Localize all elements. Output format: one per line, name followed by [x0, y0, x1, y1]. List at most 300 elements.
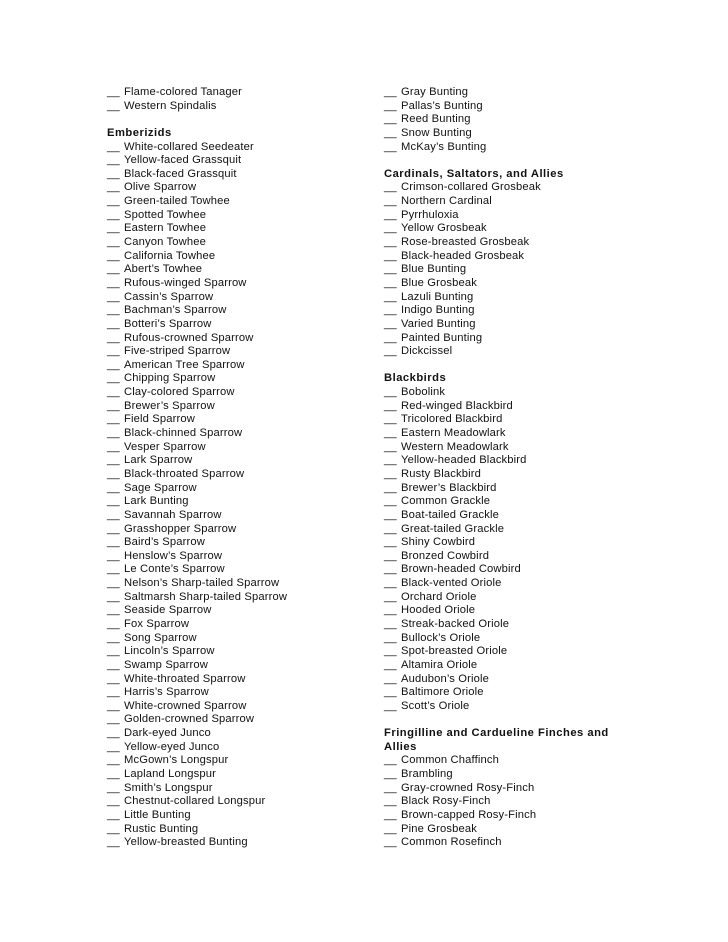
species-name: Red-winged Blackbird	[401, 399, 513, 412]
checklist-item-california-towhee	[107, 250, 367, 264]
checklist-item-mcgowns-longspur	[107, 754, 367, 768]
check-blank: __	[107, 658, 120, 671]
check-blank: __	[107, 331, 120, 344]
checklist-item-rose-breasted-grosbeak	[384, 236, 624, 250]
checklist-item-brown-capped-rosy-finch	[384, 809, 624, 823]
checklist-item-rusty-blackbird	[384, 468, 624, 482]
checklist-item-bachmans-sparrow	[107, 304, 367, 318]
checklist-item-black-vented-oriole	[384, 577, 624, 591]
check-blank: __	[107, 495, 120, 508]
species-name: Boat-tailed Grackle	[401, 508, 499, 521]
check-blank: __	[107, 413, 120, 426]
checklist-item-golden-crowned-sparrow	[107, 713, 367, 727]
checklist-item-reed-bunting	[384, 113, 624, 127]
species-name: Field Sparrow	[124, 413, 195, 426]
species-name: Harris’s Sparrow	[124, 686, 209, 699]
checklist-item-tricolored-blackbird	[384, 413, 624, 427]
checklist-item-rufous-crowned-sparrow	[107, 332, 367, 346]
species-name: Common Grackle	[401, 495, 491, 508]
check-blank: __	[384, 549, 397, 562]
species-name: Botteri’s Sparrow	[124, 317, 212, 330]
species-name: Bachman’s Sparrow	[124, 304, 227, 317]
left-column	[107, 86, 367, 850]
check-blank: __	[107, 195, 120, 208]
check-blank: __	[384, 686, 397, 699]
check-blank: __	[384, 99, 397, 112]
check-blank: __	[384, 481, 397, 494]
checklist-item-altamira-oriole	[384, 659, 624, 673]
species-name: Bronzed Cowbird	[401, 549, 490, 562]
check-blank: __	[107, 440, 120, 453]
species-name: Rusty Blackbird	[401, 467, 481, 480]
check-blank: __	[107, 536, 120, 549]
species-name: Olive Sparrow	[124, 181, 197, 194]
check-blank: __	[384, 577, 397, 590]
check-blank: __	[107, 399, 120, 412]
checklist-item-dickcissel	[384, 345, 624, 359]
check-blank: __	[107, 372, 120, 385]
species-name: Indigo Bunting	[401, 304, 475, 317]
species-name: Lazuli Bunting	[401, 290, 474, 303]
check-blank: __	[384, 590, 397, 603]
species-name: Sage Sparrow	[124, 481, 197, 494]
species-name: Dark-eyed Junco	[124, 727, 211, 740]
checklist-item-fox-sparrow	[107, 618, 367, 632]
check-blank: __	[384, 768, 397, 781]
check-blank: __	[107, 781, 120, 794]
check-blank: __	[384, 195, 397, 208]
checklist-item-grasshopper-sparrow	[107, 523, 367, 537]
checklist-item-indigo-bunting	[384, 304, 624, 318]
checklist-item-nelsons-sharp-tailed-sparrow	[107, 577, 367, 591]
species-name: Bobolink	[401, 386, 446, 399]
checklist-item-painted-bunting	[384, 332, 624, 346]
species-name: Black-chinned Sparrow	[124, 427, 243, 440]
check-blank: __	[107, 140, 120, 153]
checklist-item-baltimore-oriole	[384, 686, 624, 700]
check-blank: __	[107, 577, 120, 590]
checklist-item-brewers-sparrow	[107, 400, 367, 414]
species-name: White-throated Sparrow	[124, 672, 246, 685]
check-blank: __	[384, 699, 397, 712]
check-blank: __	[107, 768, 120, 781]
check-blank: __	[107, 290, 120, 303]
checklist-item-white-crowned-sparrow	[107, 700, 367, 714]
checklist-item-rufous-winged-sparrow	[107, 277, 367, 291]
check-blank: __	[384, 331, 397, 344]
species-name: Rose-breasted Grosbeak	[401, 236, 530, 249]
checklist-item-gray-crowned-rosy-finch	[384, 782, 624, 796]
check-blank: __	[107, 86, 120, 98]
checklist-item-chipping-sparrow	[107, 372, 367, 386]
species-name: American Tree Sparrow	[124, 358, 245, 371]
check-blank: __	[107, 167, 120, 180]
check-blank: __	[107, 590, 120, 603]
species-name: McKay’s Bunting	[401, 140, 487, 153]
checklist-item-gray-bunting	[384, 86, 624, 100]
species-name: Hooded Oriole	[401, 604, 476, 617]
check-blank: __	[107, 276, 120, 289]
species-name: Yellow-eyed Junco	[124, 740, 220, 753]
checklist-item-smiths-longspur	[107, 782, 367, 796]
check-blank: __	[107, 386, 120, 399]
species-name: Reed Bunting	[401, 113, 471, 126]
checklist-item-flame-colored-tanager	[107, 86, 367, 100]
section-heading: Emberizids	[107, 126, 172, 139]
checklist-item-streak-backed-oriole	[384, 618, 624, 632]
section-heading: Blackbirds	[384, 372, 447, 385]
checklist-item-brown-headed-cowbird	[384, 563, 624, 577]
check-blank: __	[107, 549, 120, 562]
checklist-item-clay-colored-sparrow	[107, 386, 367, 400]
check-blank: __	[384, 113, 397, 126]
check-blank: __	[107, 345, 120, 358]
checklist-item-harriss-sparrow	[107, 686, 367, 700]
checklist-item-lapland-longspur	[107, 768, 367, 782]
species-name: Black Rosy-Finch	[401, 795, 491, 808]
check-blank: __	[107, 222, 120, 235]
check-blank: __	[107, 727, 120, 740]
species-name: Shiny Cowbird	[401, 536, 476, 549]
check-blank: __	[107, 617, 120, 630]
checklist-item-lazuli-bunting	[384, 291, 624, 305]
species-name: Spot-breasted Oriole	[401, 645, 508, 658]
check-blank: __	[384, 304, 397, 317]
check-blank: __	[107, 236, 120, 249]
species-name: Canyon Towhee	[124, 236, 206, 249]
species-name: Little Bunting	[124, 808, 191, 821]
species-name: Eastern Towhee	[124, 222, 207, 235]
check-blank: __	[107, 263, 120, 276]
checklist-item-varied-bunting	[384, 318, 624, 332]
checklist-item-seaside-sparrow	[107, 604, 367, 618]
species-name: Gray Bunting	[401, 86, 469, 98]
checklist-item-yellow-faced-grassquit	[107, 154, 367, 168]
species-name: Brambling	[401, 768, 453, 781]
check-blank: __	[107, 795, 120, 808]
species-name: Yellow-faced Grassquit	[124, 154, 242, 167]
species-name: Spotted Towhee	[124, 208, 207, 221]
species-name: Lincoln’s Sparrow	[124, 645, 215, 658]
check-blank: __	[384, 208, 397, 221]
species-name: Vesper Sparrow	[124, 440, 206, 453]
check-blank: __	[384, 822, 397, 835]
species-name: Le Conte’s Sparrow	[124, 563, 225, 576]
checklist-item-black-rosy-finch	[384, 795, 624, 809]
check-blank: __	[384, 290, 397, 303]
checklist-item-red-winged-blackbird	[384, 400, 624, 414]
check-blank: __	[107, 154, 120, 167]
checklist-item-bronzed-cowbird	[384, 550, 624, 564]
check-blank: __	[384, 413, 397, 426]
species-name: Pyrrhuloxia	[401, 208, 459, 221]
check-blank: __	[384, 645, 397, 658]
species-name: Baltimore Oriole	[401, 686, 484, 699]
species-name: Golden-crowned Sparrow	[124, 713, 255, 726]
checklist-item-audubons-oriole	[384, 673, 624, 687]
species-name: White-crowned Sparrow	[124, 699, 247, 712]
species-name: Common Chaffinch	[401, 754, 499, 767]
species-name: Orchard Oriole	[401, 590, 477, 603]
species-name: Flame-colored Tanager	[124, 86, 242, 98]
check-blank: __	[107, 358, 120, 371]
checklist-item-cassins-sparrow	[107, 291, 367, 305]
species-name: Fox Sparrow	[124, 617, 190, 630]
check-blank: __	[384, 440, 397, 453]
species-name: Gray-crowned Rosy-Finch	[401, 781, 535, 794]
species-name: Henslow’s Sparrow	[124, 549, 223, 562]
check-blank: __	[107, 713, 120, 726]
check-blank: __	[384, 836, 397, 849]
checklist-item-spot-breasted-oriole	[384, 645, 624, 659]
check-blank: __	[107, 467, 120, 480]
checklist-item-field-sparrow	[107, 413, 367, 427]
checklist-item-black-chinned-sparrow	[107, 427, 367, 441]
checklist-item-olive-sparrow	[107, 181, 367, 195]
checklist-item-bobolink	[384, 386, 624, 400]
check-blank: __	[384, 249, 397, 262]
species-name: Dickcissel	[401, 345, 453, 358]
species-name: Snow Bunting	[401, 126, 472, 139]
check-blank: __	[384, 236, 397, 249]
checklist-item-yellow-headed-blackbird	[384, 454, 624, 468]
checklist-item-five-striped-sparrow	[107, 345, 367, 359]
section-heading: Cardinals, Saltators, and Allies	[384, 167, 564, 180]
species-name: Varied Bunting	[401, 317, 476, 330]
check-blank: __	[384, 604, 397, 617]
species-name: Abert’s Towhee	[124, 263, 203, 276]
check-blank: __	[384, 263, 397, 276]
check-blank: __	[107, 99, 120, 112]
checklist-item-black-headed-grosbeak	[384, 250, 624, 264]
species-name: Chestnut-collared Longspur	[124, 795, 266, 808]
checklist-item-lark-sparrow	[107, 454, 367, 468]
checklist-item-bairds-sparrow	[107, 536, 367, 550]
species-name: Audubon’s Oriole	[401, 672, 490, 685]
species-name: Five-striped Sparrow	[124, 345, 231, 358]
species-name: Yellow-breasted Bunting	[124, 836, 248, 849]
check-blank: __	[384, 658, 397, 671]
checklist-item-crimson-collared-grosbeak	[384, 181, 624, 195]
check-blank: __	[107, 208, 120, 221]
check-blank: __	[384, 522, 397, 535]
checklist-item-aberts-towhee	[107, 263, 367, 277]
checklist-item-little-bunting	[107, 809, 367, 823]
checklist-item-eastern-meadowlark	[384, 427, 624, 441]
check-blank: __	[384, 536, 397, 549]
species-name: Rufous-winged Sparrow	[124, 276, 247, 289]
check-blank: __	[384, 126, 397, 139]
checklist-item-black-throated-sparrow	[107, 468, 367, 482]
section-heading: Fringilline and Cardueline Finches and	[384, 727, 609, 740]
species-name: Green-tailed Towhee	[124, 195, 230, 208]
species-name: White-collared Seedeater	[124, 140, 254, 153]
check-blank: __	[384, 181, 397, 194]
checklist-item-savannah-sparrow	[107, 509, 367, 523]
species-name: Nelson’s Sharp-tailed Sparrow	[124, 577, 280, 590]
checklist-item-blue-bunting	[384, 263, 624, 277]
species-name: McGown’s Longspur	[124, 754, 229, 767]
blank-line	[384, 359, 624, 373]
species-name: California Towhee	[124, 249, 216, 262]
species-name: Lark Bunting	[124, 495, 189, 508]
checklist-item-song-sparrow	[107, 632, 367, 646]
checklist-item-pyrrhuloxia	[384, 209, 624, 223]
check-blank: __	[107, 686, 120, 699]
species-name: Baird’s Sparrow	[124, 536, 206, 549]
checklist-item-bullocks-oriole	[384, 632, 624, 646]
check-blank: __	[384, 345, 397, 358]
species-name: Cassin’s Sparrow	[124, 290, 214, 303]
checklist-item-brambling	[384, 768, 624, 782]
checklist-item-eastern-towhee	[107, 222, 367, 236]
species-name: Scott’s Oriole	[401, 699, 470, 712]
species-name: Brown-headed Cowbird	[401, 563, 521, 576]
check-blank: __	[384, 631, 397, 644]
check-blank: __	[107, 836, 120, 849]
species-name: Tricolored Blackbird	[401, 413, 503, 426]
checklist-item-white-collared-seedeater	[107, 141, 367, 155]
check-blank: __	[107, 317, 120, 330]
species-name: Crimson-collared Grosbeak	[401, 181, 541, 194]
check-blank: __	[384, 781, 397, 794]
check-blank: __	[107, 631, 120, 644]
check-blank: __	[384, 386, 397, 399]
check-blank: __	[107, 522, 120, 535]
checklist-item-pallass-bunting	[384, 100, 624, 114]
blank-line	[384, 713, 624, 727]
checklist-item-yellow-eyed-junco	[107, 741, 367, 755]
checklist-item-scotts-oriole	[384, 700, 624, 714]
checklist-item-chestnut-collared-longspur	[107, 795, 367, 809]
checklist-item-blue-grosbeak	[384, 277, 624, 291]
check-blank: __	[384, 454, 397, 467]
check-blank: __	[384, 795, 397, 808]
species-name: Painted Bunting	[401, 331, 483, 344]
section-heading: Allies	[384, 740, 417, 753]
species-name: Brewer’s Sparrow	[124, 399, 215, 412]
species-name: Great-tailed Grackle	[401, 522, 505, 535]
checklist-item-sage-sparrow	[107, 482, 367, 496]
check-blank: __	[384, 617, 397, 630]
check-blank: __	[107, 454, 120, 467]
check-blank: __	[107, 672, 120, 685]
species-name: Grasshopper Sparrow	[124, 522, 237, 535]
checklist-item-lark-bunting	[107, 495, 367, 509]
species-name: Northern Cardinal	[401, 195, 492, 208]
species-name: Western Spindalis	[124, 99, 217, 112]
species-name: Song Sparrow	[124, 631, 197, 644]
checklist-item-western-spindalis	[107, 100, 367, 114]
checklist-item-western-meadowlark	[384, 441, 624, 455]
checklist-item-yellow-breasted-bunting	[107, 836, 367, 850]
checklist-item-botteris-sparrow	[107, 318, 367, 332]
checklist-item-canyon-towhee	[107, 236, 367, 250]
species-name: Brown-capped Rosy-Finch	[401, 808, 537, 821]
check-blank: __	[107, 181, 120, 194]
species-name: Brewer’s Blackbird	[401, 481, 497, 494]
checklist-item-common-rosefinch	[384, 836, 624, 850]
species-name: Smith’s Longspur	[124, 781, 213, 794]
species-name: Pallas’s Bunting	[401, 99, 483, 112]
checklist-item-yellow-grosbeak	[384, 222, 624, 236]
species-name: Rustic Bunting	[124, 822, 199, 835]
check-blank: __	[384, 672, 397, 685]
check-blank: __	[107, 754, 120, 767]
species-name: Blue Bunting	[401, 263, 467, 276]
species-name: Lapland Longspur	[124, 768, 216, 781]
checklist-item-saltmarsh-sharp-tailed-sparrow	[107, 591, 367, 605]
checklist-item-mckays-bunting	[384, 141, 624, 155]
species-name: Chipping Sparrow	[124, 372, 216, 385]
checklist-item-green-tailed-towhee	[107, 195, 367, 209]
checklist-item-brewers-blackbird	[384, 482, 624, 496]
checklist-item-henslows-sparrow	[107, 550, 367, 564]
checklist-item-hooded-oriole	[384, 604, 624, 618]
check-blank: __	[384, 399, 397, 412]
check-blank: __	[107, 645, 120, 658]
check-blank: __	[384, 222, 397, 235]
species-name: Black-vented Oriole	[401, 577, 502, 590]
species-name: Yellow Grosbeak	[401, 222, 487, 235]
check-blank: __	[384, 467, 397, 480]
checklist-item-snow-bunting	[384, 127, 624, 141]
check-blank: __	[107, 427, 120, 440]
species-name: Black-faced Grassquit	[124, 167, 237, 180]
checklist-item-vesper-sparrow	[107, 441, 367, 455]
species-name: Western Meadowlark	[401, 440, 509, 453]
checklist-item-boat-tailed-grackle	[384, 509, 624, 523]
checklist-item-white-throated-sparrow	[107, 673, 367, 687]
check-blank: __	[384, 427, 397, 440]
checklist-item-lincolns-sparrow	[107, 645, 367, 659]
species-name: Rufous-crowned Sparrow	[124, 331, 254, 344]
check-blank: __	[107, 604, 120, 617]
species-name: Eastern Meadowlark	[401, 427, 506, 440]
right-column	[384, 86, 624, 850]
check-blank: __	[384, 140, 397, 153]
checklist-item-dark-eyed-junco	[107, 727, 367, 741]
species-name: Savannah Sparrow	[124, 508, 222, 521]
check-blank: __	[107, 563, 120, 576]
check-blank: __	[107, 822, 120, 835]
checklist-item-common-grackle	[384, 495, 624, 509]
checklist-item-great-tailed-grackle	[384, 523, 624, 537]
species-name: Lark Sparrow	[124, 454, 193, 467]
species-name: Altamira Oriole	[401, 658, 478, 671]
check-blank: __	[384, 754, 397, 767]
check-blank: __	[384, 508, 397, 521]
species-name: Pine Grosbeak	[401, 822, 477, 835]
species-name: Black-headed Grosbeak	[401, 249, 525, 262]
checklist-item-northern-cardinal	[384, 195, 624, 209]
species-name: Black-throated Sparrow	[124, 467, 245, 480]
checklist-item-black-faced-grassquit	[107, 168, 367, 182]
blank-line	[107, 113, 367, 127]
check-blank: __	[107, 808, 120, 821]
checklist-item-common-chaffinch	[384, 754, 624, 768]
check-blank: __	[107, 249, 120, 262]
check-blank: __	[384, 86, 397, 98]
checklist-item-shiny-cowbird	[384, 536, 624, 550]
check-blank: __	[384, 276, 397, 289]
species-name: Swamp Sparrow	[124, 658, 209, 671]
species-name: Blue Grosbeak	[401, 276, 477, 289]
checklist-item-rustic-bunting	[107, 823, 367, 837]
check-blank: __	[107, 304, 120, 317]
checklist-item-spotted-towhee	[107, 209, 367, 223]
species-name: Saltmarsh Sharp-tailed Sparrow	[124, 590, 288, 603]
